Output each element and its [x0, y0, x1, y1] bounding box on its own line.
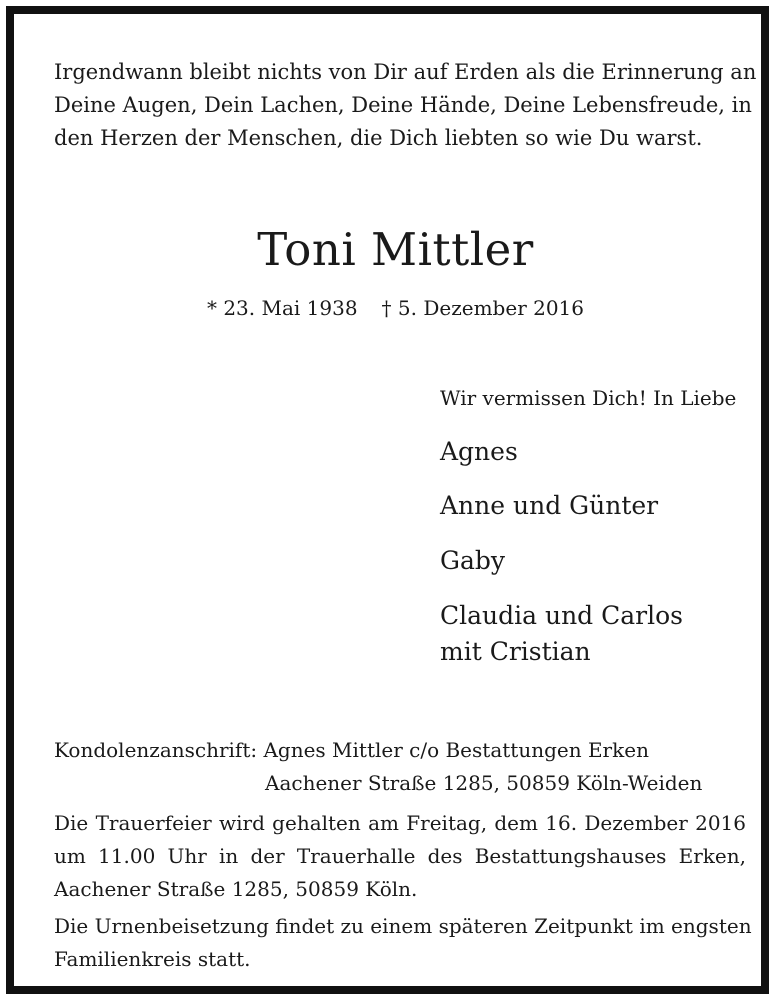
- mourner-name: mit Cristian: [440, 637, 591, 666]
- obituary-frame: [6, 6, 769, 994]
- urn-line-1: Die Urnenbeisetzung findet zu einem späteren Zeitpunkt im engsten: [54, 914, 752, 938]
- poem-line-1: Irgendwann bleibt nichts von Dir auf Erden als die Erinnerung an: [54, 60, 757, 84]
- condolence-line-2: Aachener Straße 1285, 50859 Köln-Weiden: [265, 771, 703, 795]
- funeral-ceremony-notice: [54, 807, 746, 906]
- birth-date: * 23. Mai 1938: [206, 296, 358, 320]
- mourner-name: Agnes: [440, 437, 518, 466]
- urn-line-2: Familienkreis statt.: [54, 947, 251, 971]
- poem-line-3: den Herzen der Menschen, die Dich liebten so wie Du warst.: [54, 126, 703, 150]
- condolence-address: [54, 734, 746, 800]
- ceremony-line-3: Aachener Straße 1285, 50859 Köln.: [54, 877, 418, 901]
- mourner-name: Anne und Günter: [440, 491, 659, 520]
- poem-line-2: Deine Augen, Dein Lachen, Deine Hände, Deine Lebensfreude, in: [54, 93, 752, 117]
- condolence-line-1: Kondolenzanschrift: Agnes Mittler c/o Bestattungen Erken: [54, 738, 649, 762]
- ceremony-line-2: um 11.00 Uhr in der Trauerhalle des Bestattungshauses Erken,: [54, 844, 746, 868]
- mourner-name: Gaby: [440, 546, 506, 575]
- mourner-name: Claudia und Carlos: [440, 601, 683, 630]
- memorial-poem: [54, 56, 757, 155]
- ceremony-line-1: Die Trauerfeier wird gehalten am Freitag, dem 16. Dezember 2016: [54, 811, 746, 835]
- mourners-signoff: Wir vermissen Dich! In Liebe: [440, 386, 737, 410]
- life-dates: [14, 294, 775, 322]
- death-date: † 5. Dezember 2016: [381, 296, 585, 320]
- urn-burial-notice: [54, 910, 752, 976]
- deceased-name: Toni Mittler: [257, 223, 534, 276]
